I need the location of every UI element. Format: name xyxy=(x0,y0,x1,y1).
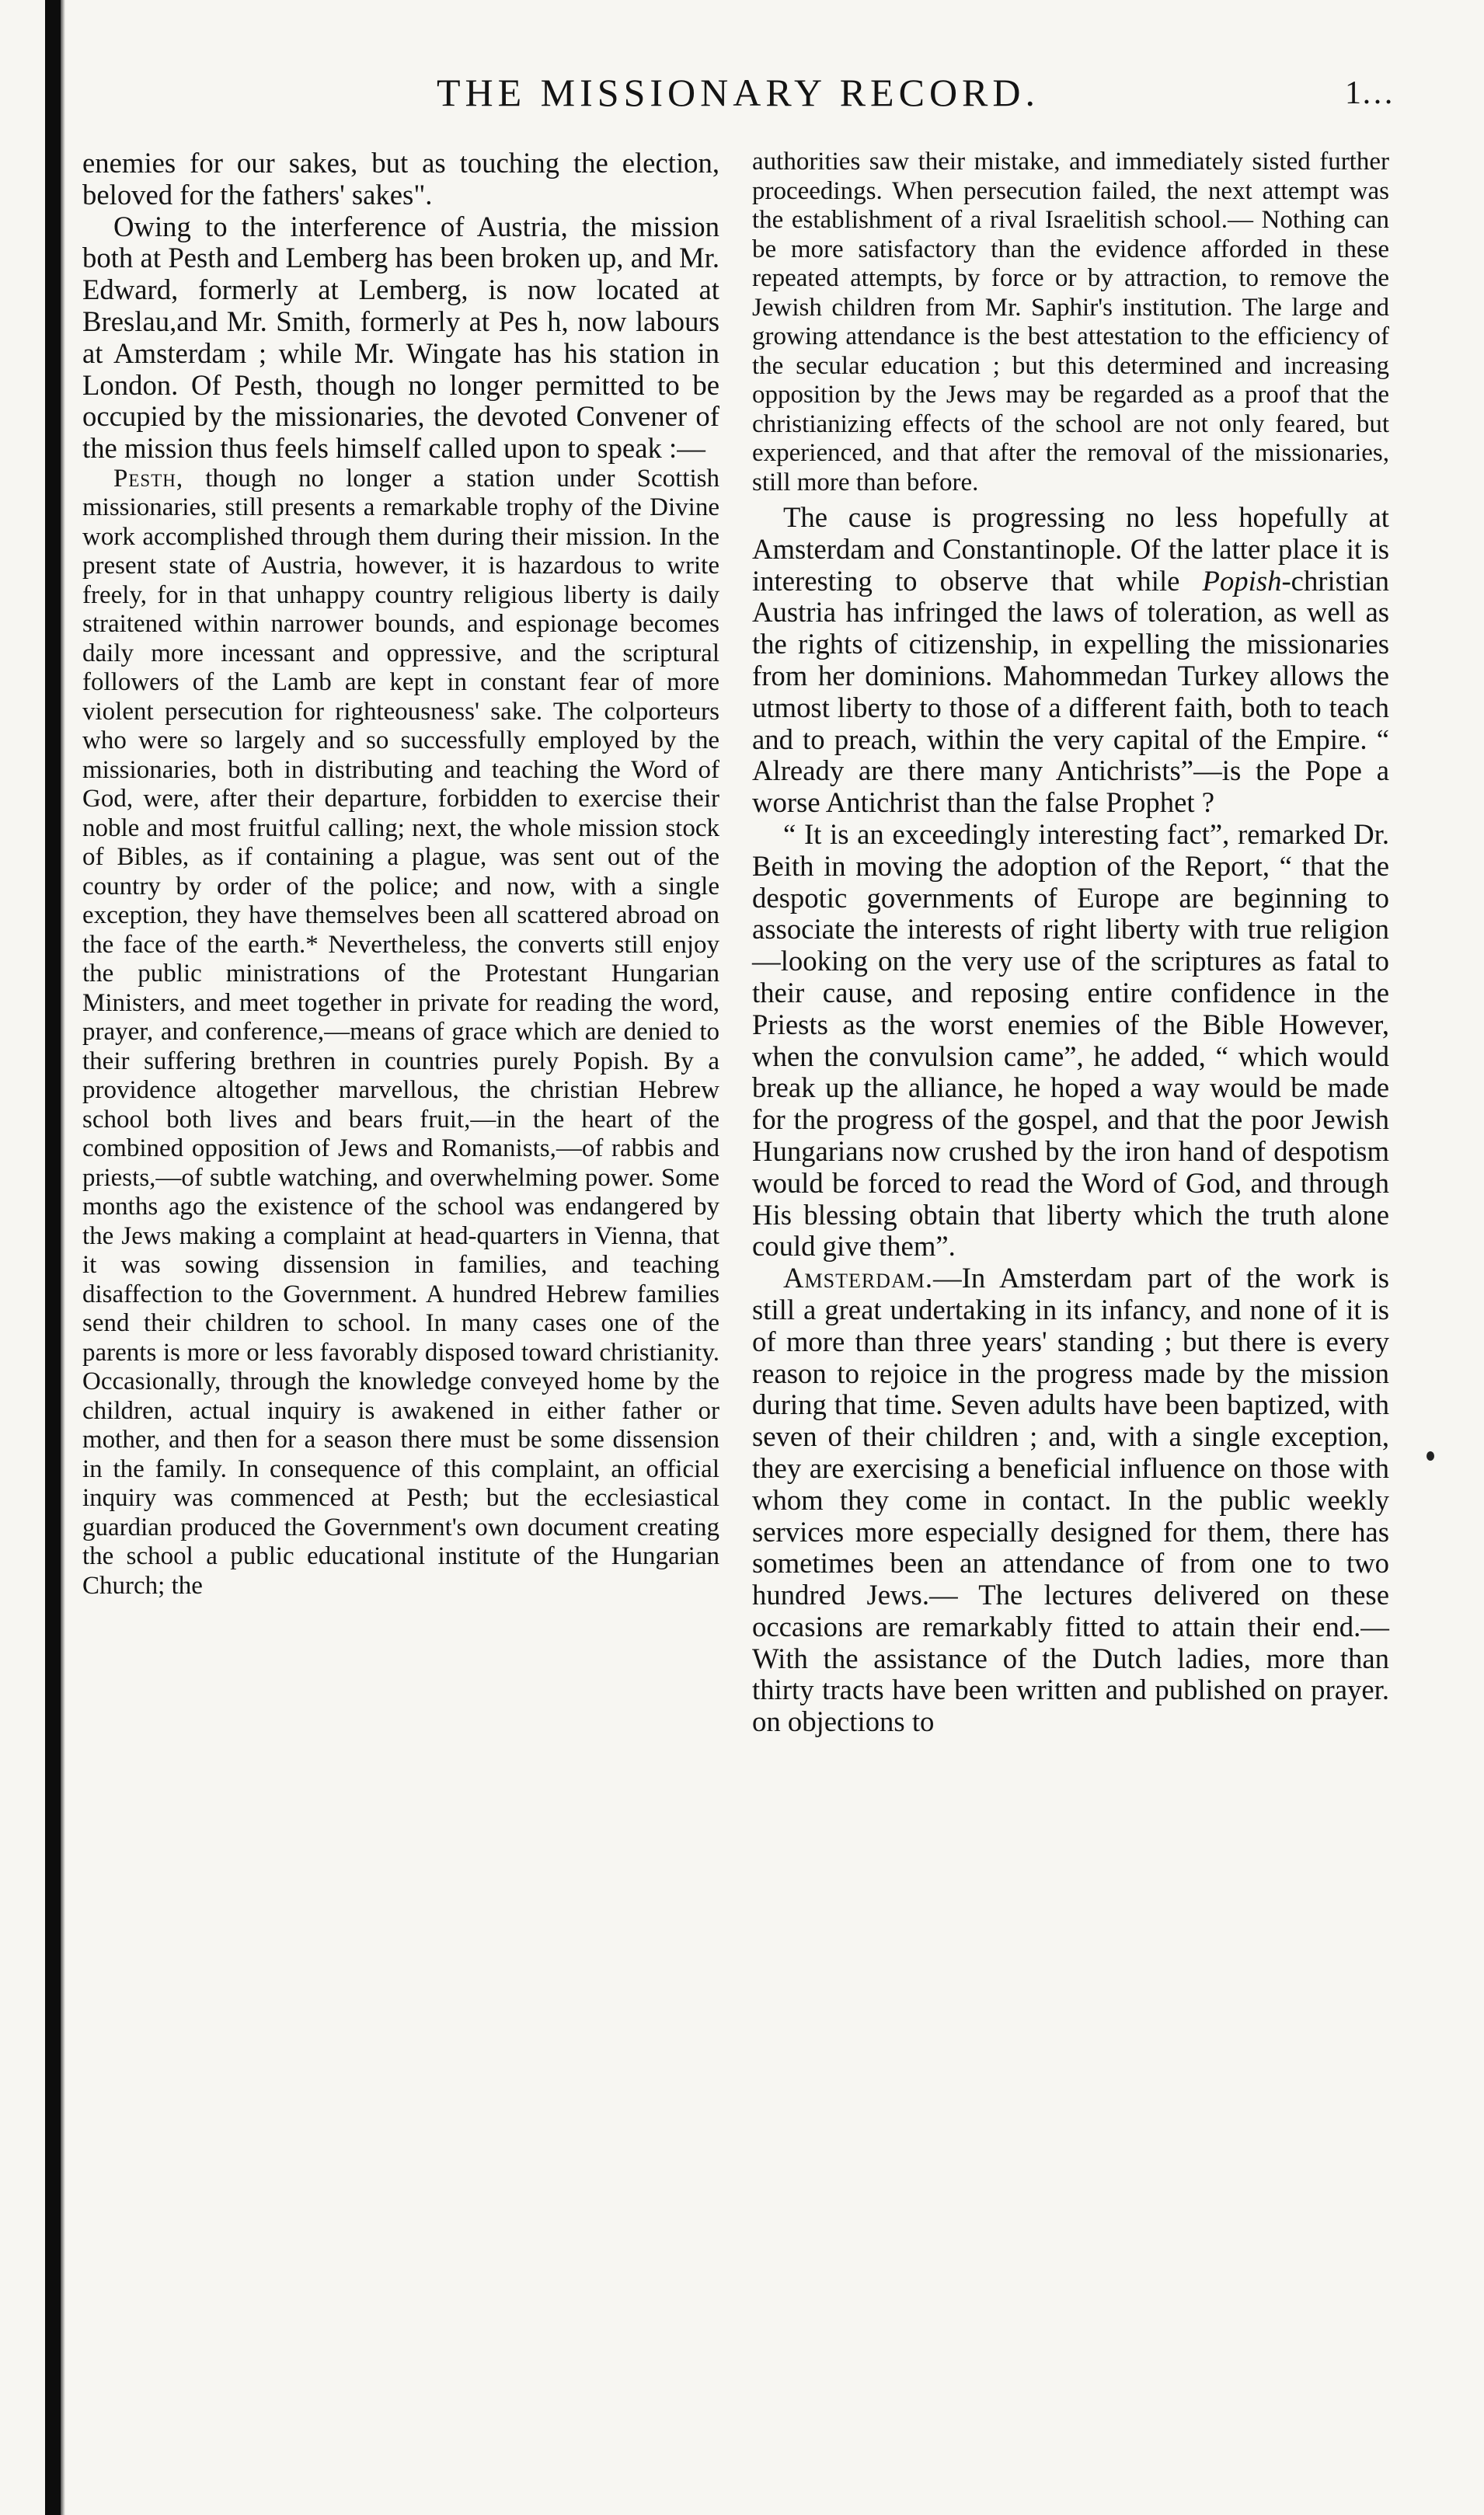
paragraph-dr-beith: “ It is an exceedingly interesting fact”, remarked Dr. Beith in moving the adoption of the Report, “ that the despotic governments of Europe are beginning to associate the interests of right liberty with true religion—looking on the very use of the scriptures as fatal to their cause, and reposing entire confidence in the Priests as the worst enemies of the Bible However, when the convulsion came”, he added, “ which would break up the alliance, he hoped a way would be made for the progress of the gospel, and that the poor Jewish Hungarians now crushed by the iron hand of despotism would be forced to read the Word of God, and through His blessing obtain that liberty which the truth alone could give them”. xyxy=(752,817,1389,1263)
page-number: 1… xyxy=(1345,75,1394,111)
running-head xyxy=(78,70,1399,124)
section-lead-amsterdam: Amsterdam. xyxy=(783,1262,934,1294)
paragraph-continuation: enemies for our sakes, but as touching the election, beloved for the fathers' sakes". xyxy=(82,147,719,211)
left-column xyxy=(82,148,719,1601)
page-binding-edge xyxy=(45,0,61,2515)
text-segment: The cause is progressing no less hopefully at Amsterdam and Constantinople. Of the latter place it is interesting to observe that while xyxy=(752,501,1389,597)
paragraph-austria-interference: Owing to the interference of Austria, the mission both at Pesth and Lemberg has been broken up, and Mr. Edward, formerly at Lemberg, is now located at Breslau,and Mr. Smith, formerly at Pes h, now labours at Amsterdam ; while Mr. Wingate has his station in London. Of Pesth, though no longer permitted to be occupied by the missionaries, the devoted Convener of the mission thus feels himself called upon to speak :— xyxy=(82,210,719,465)
paragraph-amsterdam xyxy=(752,1263,1389,1738)
paragraph-amsterdam-constantinople xyxy=(752,502,1389,819)
section-lead-pesth: Pesth, xyxy=(113,464,184,493)
page-title: THE MISSIONARY RECORD. xyxy=(436,71,1040,114)
amsterdam-body: —In Amsterdam part of the work is still a great undertaking in its infancy, and none of it is of more than three years' standing ; but there is every reason to rejoice in the progress made by the mission during that time. Seven adults have been baptized, with seven of their children ; and, with a single exception, they are exercising a beneficial influence on those with whom they come in contact. In the public weekly services more especially designed for them, there has sometimes been an attendance of from one to two hundred Jews.— The lectures delivered on these occasions are remarkably fitted to attain their end.— With the assistance of the Dutch ladies, more than thirty tracts have been written and published on prayer. on objections to xyxy=(752,1262,1389,1738)
text-segment: -christian Austria has infringed the laws of toleration, as well as the rights of citizenship, in expelling the missionaries from her dominions. Mahommedan Turkey allows the utmost liberty to those of a different faith, both to teach and to preach, within the very capital of the Empire. “ Already are there many Antichrists”—is the Pope a worse Antichrist than the false Prophet ? xyxy=(752,564,1389,819)
italic-popish: Popish xyxy=(1202,564,1282,597)
right-column xyxy=(752,148,1389,1738)
paragraph-authorities: authorities saw their mistake, and immediately sisted further proceedings. When persecution failed, the next attempt was the establishment of a rival Israelitish school.— Nothing can be more satisfactory than the evidence afforded in these repeated attempts, by force or by attraction, to remove the Jewish children from Mr. Saphir's institution. The large and growing attendance is the best attestation to the efficiency of the secular education ; but this determined and increasing opposition by the Jews may be regarded as a proof that the christianizing effects of the school are not only feared, but experienced, and that after the removal of the missionaries, still more than before. xyxy=(752,148,1389,496)
pesth-quote-body: though no longer a station under Scottish missionaries, still presents a remarkable trophy of the Divine work accomplished through them during their mission. In the present state of Austria, however, it is hazardous to write freely, for in that unhappy country religious liberty is daily straitened within narrower bounds, and espionage becomes daily more incessant and oppressive, and the scriptural followers of the Lamb are kept in constant fear of more violent persecution for righteousness' sake. The colporteurs who were so largely and so successfully employed by the missionaries, both in distributing and teaching the Word of God, were, after their departure, forbidden to exercise their noble and most fruitful calling; next, the whole mission stock of Bibles, as if containing a plague, was sent out of the country by order of the police; and now, with a single exception, they have themselves been all scattered abroad on the face of the earth.* Nevertheless, the converts still enjoy the public ministrations of the Protestant Hungarian Ministers, and meet together in private for reading the word, prayer, and conference,—means of grace which are denied to their suffering brethren in countries purely Popish. By a providence altogether marvellous, the christian Hebrew school both lives and bears fruit,—in the heart of the combined opposition of Jews and Romanists,—of rabbis and priests,—of subtle watching, and overwhelming power. Some months ago the existence of the school was endangered by the Jews making a complaint at head-quarters in Vienna, that it was sowing dissension in families, and teaching disaffection to the Government. A hundred Hebrew families send their children to school. In many cases one of the parents is more or less favorably disposed toward christianity. Occasionally, through the knowledge conveyed home by the children, actual inquiry is awakened in either father or mother, and then for a season there must be some dissension in the family. In consequence of this complaint, an official inquiry was commenced at Pesth; but the ecclesiastical guardian produced the Government's own document creating the school a public educational institute of the Hungarian Church; the xyxy=(82,464,719,1600)
paragraph-pesth-quote xyxy=(82,465,719,1601)
ink-speck xyxy=(1427,1451,1434,1461)
